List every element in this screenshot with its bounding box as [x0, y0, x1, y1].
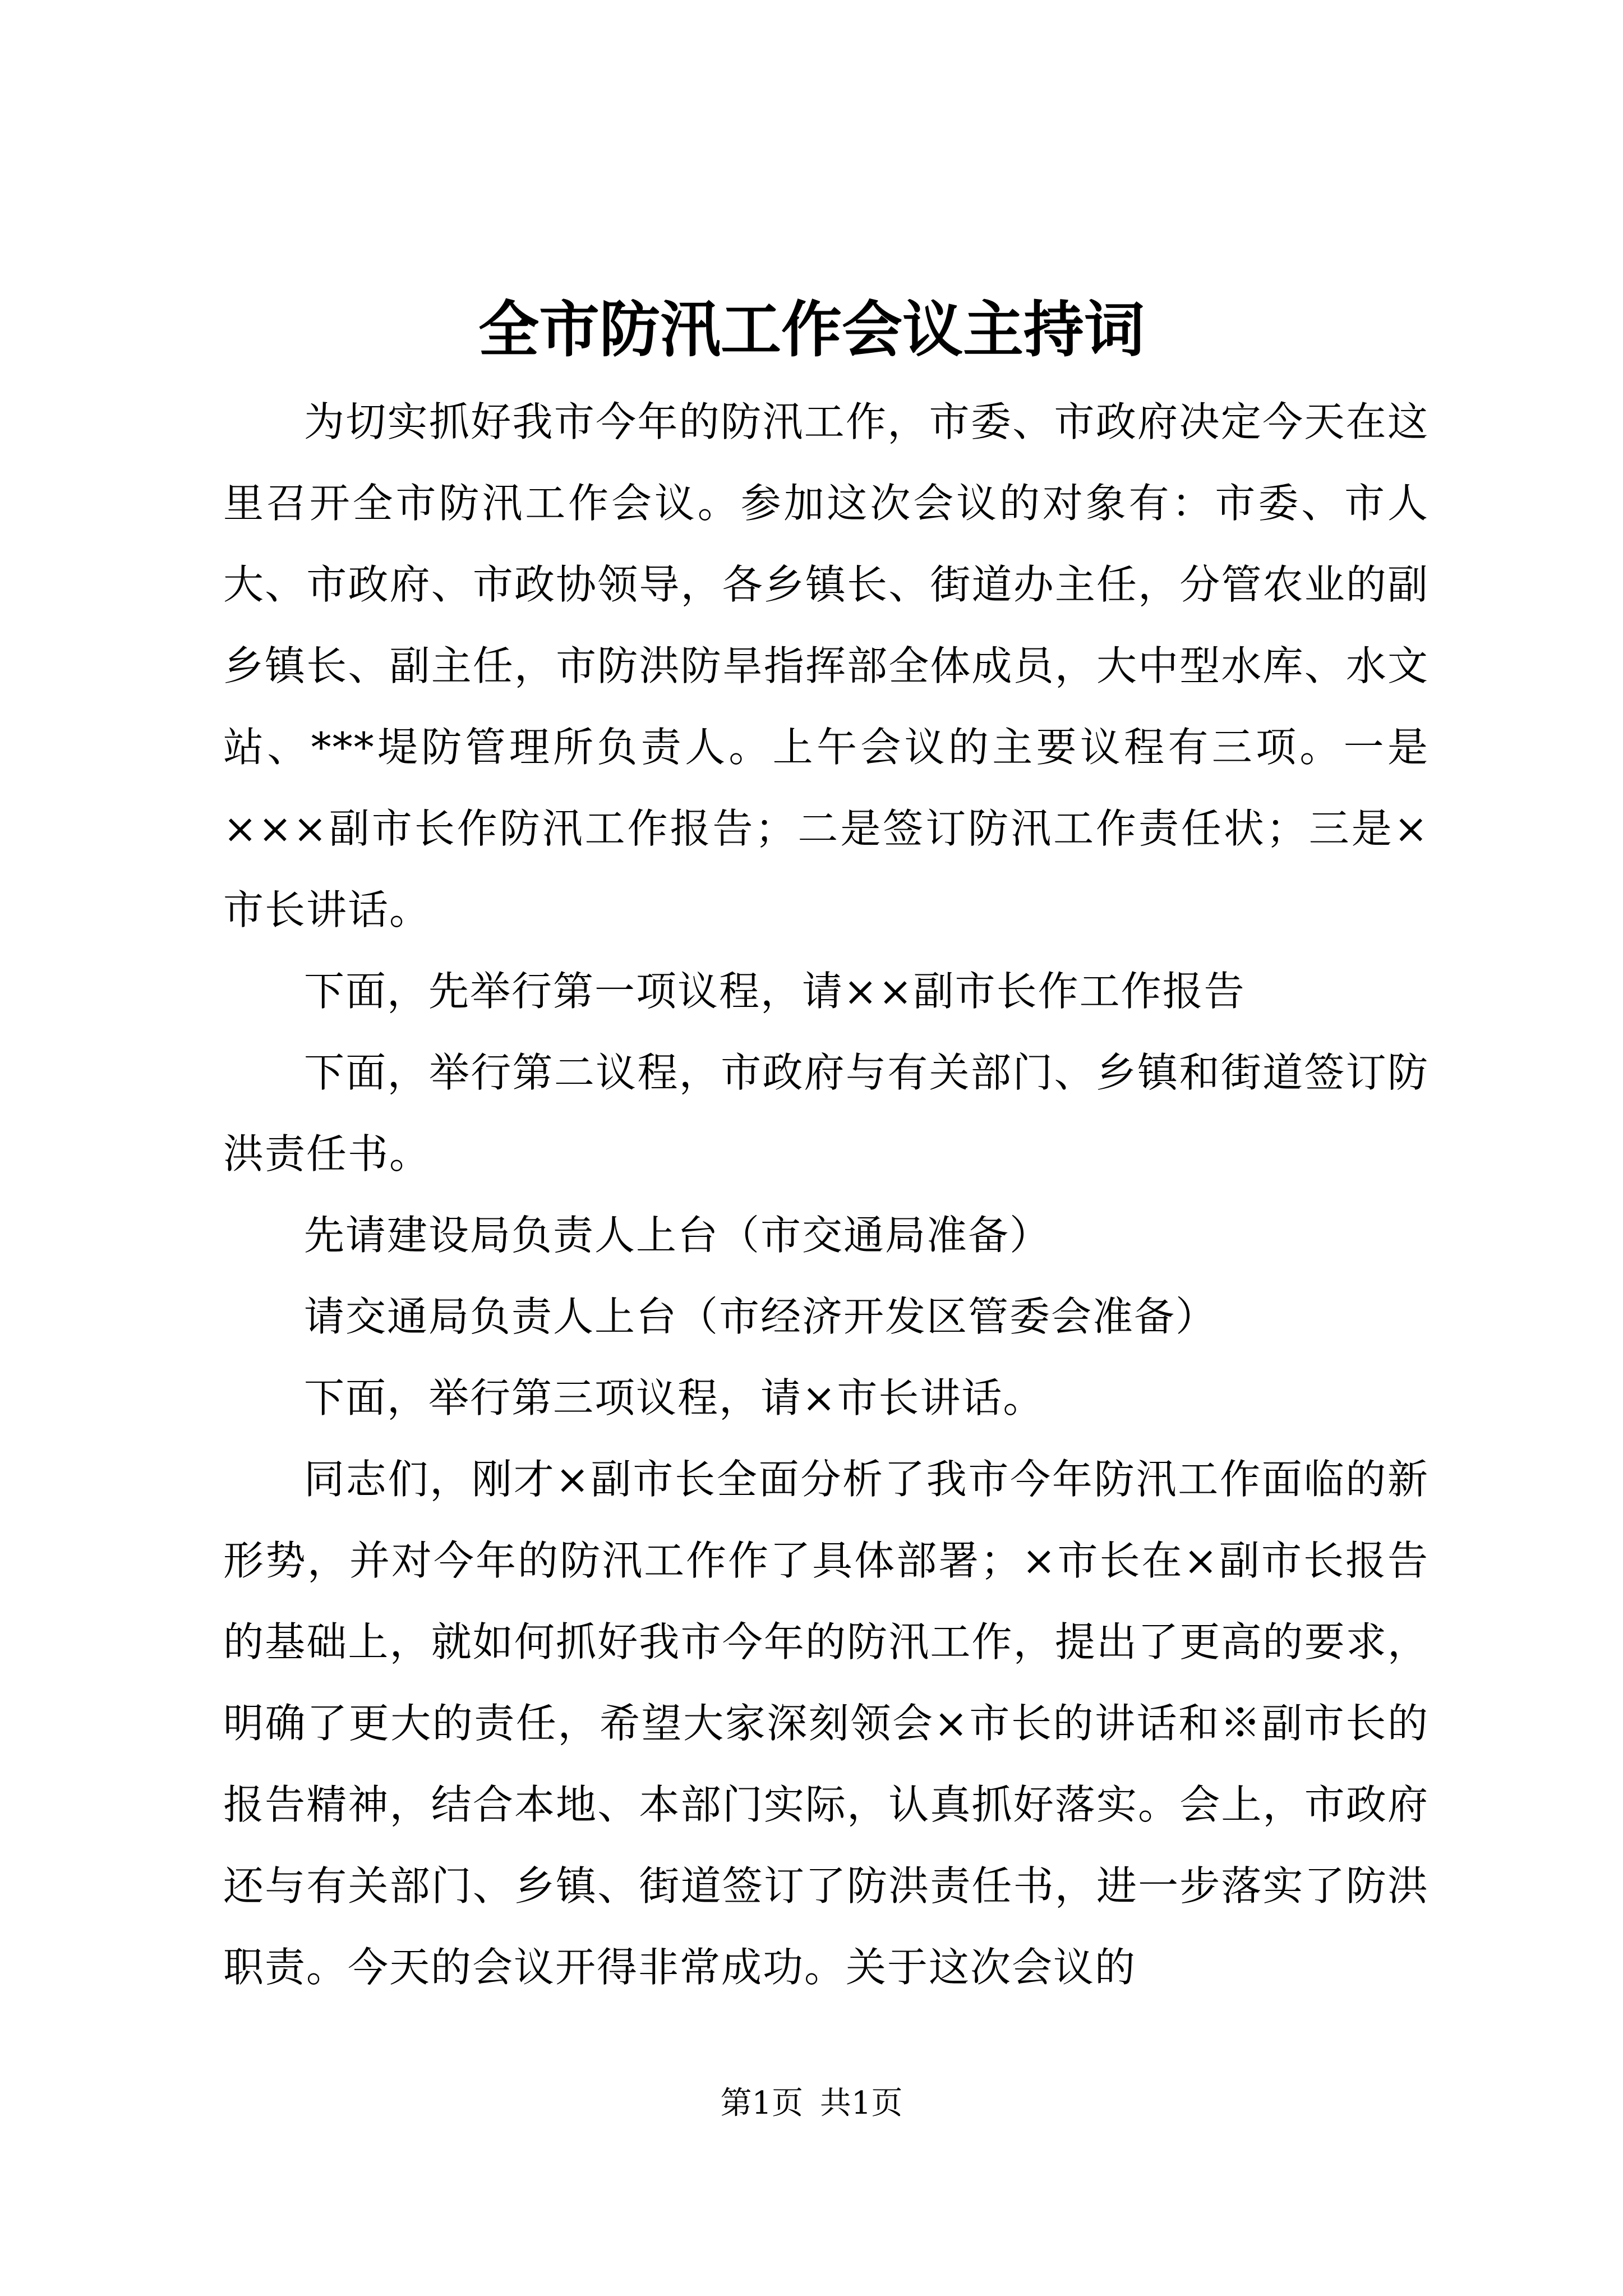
document-title: 全市防汛工作会议主持词: [478, 295, 1145, 365]
page-footer: [0, 2081, 1623, 2126]
paragraph-transport-bureau: 请交通局负责人上台（市经济开发区管委会准备）: [304, 1293, 1218, 1340]
paragraph-agenda-1: 下面，先举行第一项议程，请××副市长作工作报告: [304, 968, 1246, 1015]
paragraph-agenda-2: 下面，举行第二议程，市政府与有关部门、乡镇和街道签订防洪责任书。: [223, 1049, 1429, 1177]
page-number: 第1页: [720, 2085, 804, 2122]
document-body: [223, 381, 1429, 2008]
paragraph-intro: 为切实抓好我市今年的防汛工作，市委、市政府决定今天在这里召开全市防汛工作会议。参加这次会议的对象有：市委、市人大、市政府、市政协领导，各乡镇长、街道办主任，分管农业的副乡镇长、副主任，市防洪防旱指挥部全体成员，大中型水库、水文站、***堤防管理所负责人。上午会议的主要议程有三项。一是×××副市长作防汛工作报告；二是签订防汛工作责任状；三是×市长讲话。: [223, 398, 1429, 933]
paragraph-agenda-3: 下面，举行第三项议程，请×市长讲话。: [304, 1374, 1045, 1421]
page-total: 共1页: [819, 2085, 903, 2122]
paragraph-construction-bureau: 先请建设局负责人上台（市交通局准备）: [304, 1212, 1052, 1259]
paragraph-closing: 同志们，刚才×副市长全面分析了我市今年防汛工作面临的新形势，并对今年的防汛工作作了具体部署；×市长在×副市长报告的基础上，就如何抓好我市今年的防汛工作，提出了更高的要求，明确了更大的责任，希望大家深刻领会×市长的讲话和※副市长的报告精神，结合本地、本部门实际，认真抓好落实。会上，市政府还与有关部门、乡镇、街道签订了防洪责任书，进一步落实了防洪职责。今天的会议开得非常成功。关于这次会议的: [223, 1456, 1429, 1991]
